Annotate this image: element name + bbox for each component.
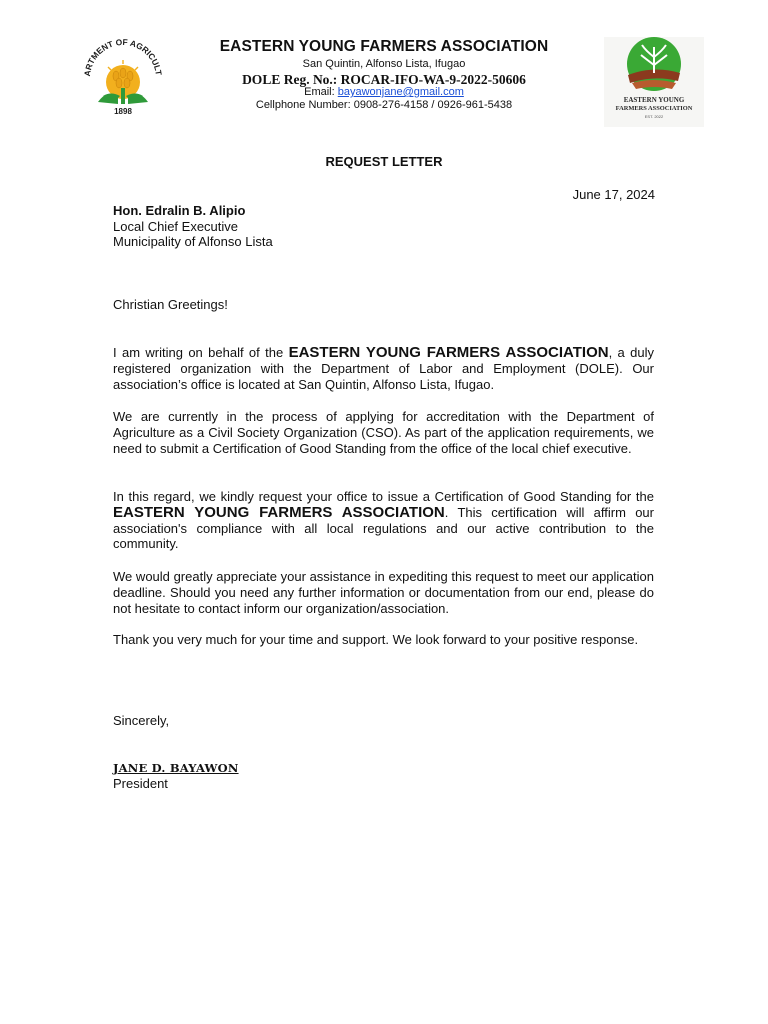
email-line (150, 86, 618, 98)
organization-name: EASTERN YOUNG FARMERS ASSOCIATION (219, 38, 549, 55)
p1-org-name: EASTERN YOUNG FARMERS ASSOCIATION (288, 344, 609, 361)
recipient-office: Municipality of Alfonso Lista (113, 234, 273, 249)
paragraph-thanks: Thank you very much for your time and support. We look forward to your positive response. (113, 632, 639, 647)
logo-line1: EASTERN YOUNG (623, 96, 685, 104)
p3-pre: In this regard, we kindly request your office to issue a Certification of Good Standing for the (113, 489, 654, 504)
organization-address: San Quintin, Alfonso Lista, Ifugao (302, 58, 466, 70)
signatory-name: JANE D. BAYAWON (113, 761, 239, 775)
p1-post: , a duly registered organization with the Department of Labor and Employment (DOLE). Our association’s office is located at San Quintin, Alfonso Lista, Ifugao. (113, 345, 654, 392)
letter-title: REQUEST LETTER (325, 154, 443, 169)
paragraph-deadline: We would greatly appreciate your assistance in expediting this request to meet our application deadline. Should you need any further information or documentation from our end, please do not hesitate to contact inform our organization/association. (113, 569, 654, 616)
paragraph-request (113, 489, 654, 552)
signatory-title: President (113, 776, 168, 791)
paragraph-intro (113, 345, 654, 392)
seal-arc-text: ARTMENT OF AGRICULT (81, 36, 164, 77)
seal-year: 1898 (114, 107, 132, 116)
p1-pre: I am writing on behalf of the (113, 345, 289, 360)
logo-est: EST. 2022 (644, 114, 664, 119)
recipient-name: Hon. Edralin B. Alipio (113, 203, 246, 218)
p3-org-name: EASTERN YOUNG FARMERS ASSOCIATION (113, 503, 445, 521)
recipient-position: Local Chief Executive (113, 218, 239, 234)
eyfa-logo-icon (604, 37, 704, 127)
email-label: Email: (304, 86, 338, 98)
recipient-block (113, 203, 273, 250)
letter-date: June 17, 2024 (572, 187, 655, 202)
email-link[interactable]: bayawonjane@gmail.com (337, 86, 464, 98)
closing: Sincerely, (113, 713, 170, 728)
phone-line: Cellphone Number: 0908-276-4158 / 0926-961-5438 (255, 99, 513, 111)
dole-registration: DOLE Reg. No.: ROCAR-IFO-WA-9-2022-50606 (242, 72, 526, 87)
greeting: Christian Greetings! (113, 297, 228, 312)
p3-post: . This certification will affirm our association's compliance with all local regulations and our active contribution to the community. (113, 504, 654, 552)
eyfa-logo (604, 37, 704, 127)
paragraph-accreditation: We are currently in the process of applying for accreditation with the Department of Agriculture as a Civil Society Organization (CSO). As part of the application requirements, we need to submit a Certification of Good Standing from the office of the local chief executive. (113, 409, 654, 456)
logo-line2: FARMERS ASSOCIATION (615, 105, 693, 112)
